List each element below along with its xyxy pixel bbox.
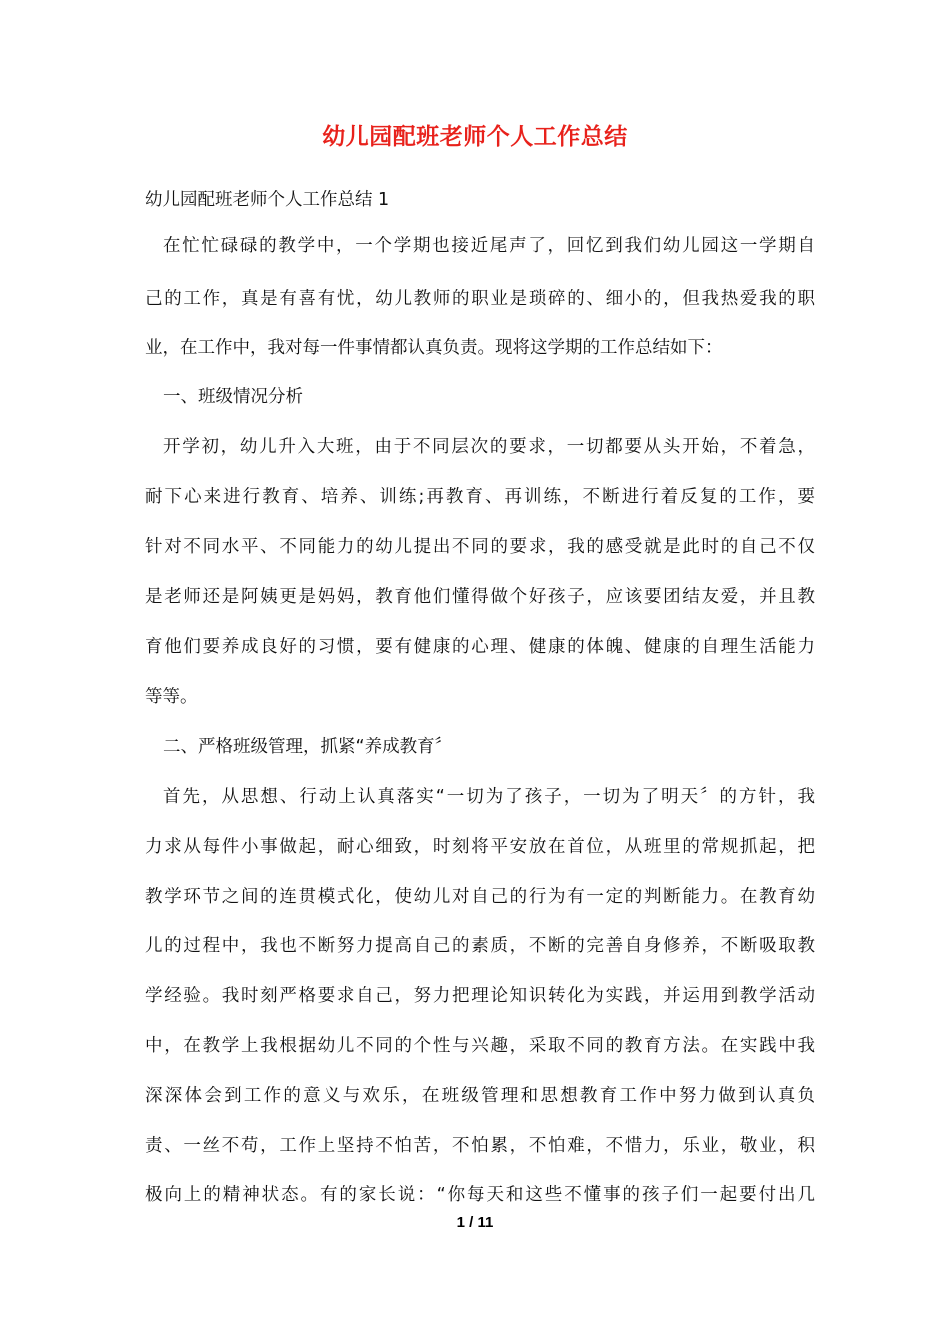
paragraph-line: 首先，从思想、行动上认真落实“一切为了孩子，一切为了明天〞的方针，我	[163, 787, 815, 807]
paragraph-line: 教学环节之间的连贯模式化，使幼儿对自己的行为有一定的判断能力。在教育幼	[145, 887, 815, 907]
paragraph-line: 等等。	[145, 687, 198, 707]
paragraph-line: 极向上的精神状态。有的家长说：“你每天和这些不懂事的孩子们一起要付出几	[145, 1185, 815, 1205]
paragraph-line: 儿的过程中，我也不断努力提高自己的素质，不断的完善自身修养，不断吸取教	[145, 936, 815, 956]
page-number: 1 / 11	[456, 1214, 494, 1231]
paragraph-line: 责、一丝不苟，工作上坚持不怕苦，不怕累，不怕难，不惜力，乐业，敬业，积	[145, 1136, 815, 1156]
section-heading: 一、班级情况分析	[163, 387, 303, 407]
paragraph-line: 育他们要养成良好的习惯，要有健康的心理、健康的体魄、健康的自理生活能力	[145, 637, 815, 657]
paragraph-line: 在忙忙碌碌的教学中，一个学期也接近尾声了，回忆到我们幼儿园这一学期自	[163, 236, 815, 256]
paragraph-line: 是老师还是阿姨更是妈妈，教育他们懂得做个好孩子，应该要团结友爱，并且教	[145, 587, 815, 607]
document-title: 幼儿园配班老师个人工作总结	[322, 123, 628, 150]
paragraph-line: 力求从每件小事做起，耐心细致，时刻将平安放在首位，从班里的常规抓起，把	[145, 837, 815, 857]
paragraph-line: 针对不同水平、不同能力的幼儿提出不同的要求，我的感受就是此时的自己不仅	[145, 537, 815, 557]
paragraph-line: 业，在工作中，我对每一件事情都认真负责。现将这学期的工作总结如下：	[145, 338, 723, 358]
section-heading: 二、严格班级管理，抓紧“养成教育〞	[163, 737, 453, 757]
paragraph-line: 耐下心来进行教育、培养、训练;再教育、再训练，不断进行着反复的工作，要	[145, 487, 815, 507]
paragraph-line: 深深体会到工作的意义与欢乐，在班级管理和思想教育工作中努力做到认真负	[145, 1086, 815, 1106]
paragraph-line: 学经验。我时刻严格要求自己，努力把理论知识转化为实践，并运用到教学活动	[145, 986, 815, 1006]
paragraph-line: 中，在教学上我根据幼儿不同的个性与兴趣，采取不同的教育方法。在实践中我	[145, 1036, 815, 1056]
document-subtitle: 幼儿园配班老师个人工作总结 1	[145, 190, 390, 210]
paragraph-line: 开学初，幼儿升入大班，由于不同层次的要求，一切都要从头开始，不着急，	[163, 437, 815, 457]
paragraph-line: 己的工作，真是有喜有忧，幼儿教师的职业是琐碎的、细小的，但我热爱我的职	[145, 289, 815, 309]
